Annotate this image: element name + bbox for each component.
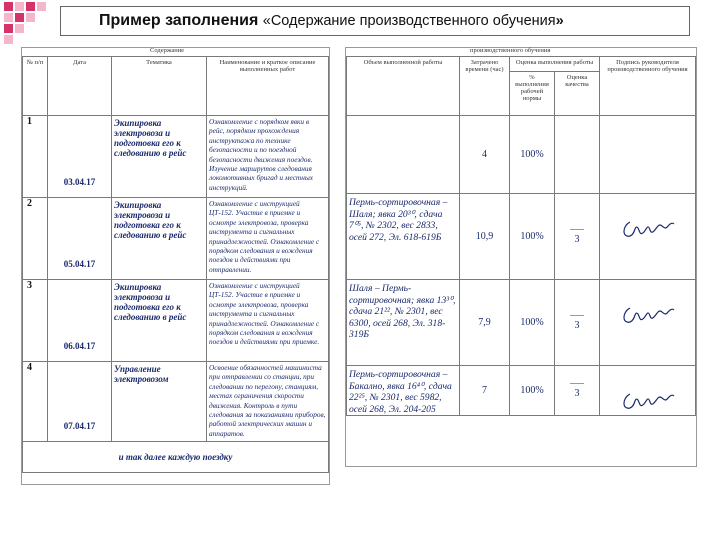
row-signature — [600, 366, 696, 416]
table-row — [23, 362, 329, 442]
table-row — [23, 280, 329, 362]
header-signature: Подпись руководителя производственного обучения — [600, 57, 696, 116]
table-row — [347, 116, 696, 194]
row-volume: Пермь-сортировочная – Бакално, явка 16⁴⁰, сдача 22²⁵, № 2301, вес 5982, осей 268, Эл. 204-205 — [347, 366, 460, 416]
header-date: Дата — [48, 57, 112, 116]
left-journal-table — [22, 56, 329, 473]
right-sheet-caption: производственного обучения — [470, 47, 551, 54]
header-description: Наименование и краткое описание выполненных работ — [207, 57, 329, 116]
row-quality: 3 — [555, 194, 600, 280]
title-quote-close: » — [555, 13, 564, 29]
signature-scribble — [620, 216, 676, 242]
table-row — [23, 198, 329, 280]
row-percent: 100% — [510, 194, 555, 280]
row-quality — [555, 116, 600, 194]
quality-dash — [570, 383, 584, 384]
row-number: 3 — [23, 280, 48, 362]
row-description: Ознакомление с порядком явки в рейс, порядком прохождения инструктажа по технике безопасности и по поездной безопасности движения поездов. Изучение маршрутов следования локомотивных бригад и местных инструкций. — [207, 116, 329, 198]
title-quote-open: « — [262, 13, 271, 29]
row-signature — [600, 194, 696, 280]
row-number: 4 — [23, 362, 48, 442]
row-percent: 100% — [510, 366, 555, 416]
header-evaluation: Оценка выполнения работы — [510, 57, 600, 72]
table-row — [347, 280, 696, 366]
row-date: 06.04.17 — [48, 280, 112, 362]
row-time: 10,9 — [460, 194, 510, 280]
header-percent: % выполнения рабочей нормы — [510, 72, 555, 116]
header-number: № п/п — [23, 57, 48, 116]
table-row — [347, 366, 696, 416]
right-journal-table — [346, 56, 696, 416]
logo-squares — [4, 2, 58, 42]
row-description: Освоение обязанностей машиниста при отправлении со станции, при следовании по перегону, станциям, местах ограничения скорости движения. Контроль в пути следования за показаниями приборов, работой электрических машин и аппаратов. — [207, 362, 329, 442]
signature-scribble — [620, 388, 676, 414]
row-topic: Экипировка электровоза и подготовка его к следованию в рейс — [112, 116, 207, 198]
row-date: 07.04.17 — [48, 362, 112, 442]
row-description: Ознакомление с инструкцией ЦТ-152. Участие в приемке и осмотре электровоза, проверка инструмента и сигнальных принадлежностей. Ознакомление с порядком следования и вождения поездов и действиями при приемке. — [207, 280, 329, 362]
left-journal-sheet — [21, 47, 330, 485]
row-volume — [347, 116, 460, 194]
row-percent: 100% — [510, 280, 555, 366]
footer-note: и так далее каждую поездку — [23, 442, 329, 473]
row-quality: 3 — [555, 366, 600, 416]
row-number: 1 — [23, 116, 48, 198]
row-topic: Экипировка электровоза и подготовка его к следованию в рейс — [112, 280, 207, 362]
page-title — [60, 6, 690, 36]
table-row — [23, 442, 329, 473]
row-time: 7,9 — [460, 280, 510, 366]
header-time: Затрачено времени (час) — [460, 57, 510, 116]
row-date: 03.04.17 — [48, 116, 112, 198]
row-volume: Пермь-сортировочная – Шаля; явка 20³⁰, сдача 7⁰⁵, № 2302, вес 2833, осей 272, Эл. 618-619Б — [347, 194, 460, 280]
row-signature — [600, 116, 696, 194]
header-volume: Объем выполненной работы — [347, 57, 460, 116]
table-row — [23, 116, 329, 198]
row-description: Ознакомление с инструкцией ЦТ-152. Участие в приемке и осмотре электровоза, проверка инструмента и сигнальных принадлежностей. Ознакомление с порядком следования и вождения поездов и действиями при отправлении. — [207, 198, 329, 280]
quality-dash — [570, 229, 584, 230]
row-percent: 100% — [510, 116, 555, 194]
row-volume: Шаля – Пермь-сортировочная; явка 13³⁰, сдача 21²², № 2301, вес 6300, осей 268, Эл. 318-319Б — [347, 280, 460, 366]
quality-dash — [570, 315, 584, 316]
table-row — [347, 194, 696, 280]
header-quality: Оценка качества — [555, 72, 600, 116]
row-topic: Экипировка электровоза и подготовка его к следованию в рейс — [112, 198, 207, 280]
left-sheet-caption: Содержание — [150, 47, 185, 54]
title-main: Пример заполнения — [99, 12, 263, 29]
row-number: 2 — [23, 198, 48, 280]
row-signature — [600, 280, 696, 366]
header-topic: Тематика — [112, 57, 207, 116]
signature-scribble — [620, 302, 676, 328]
right-journal-sheet — [345, 47, 697, 467]
row-quality: 3 — [555, 280, 600, 366]
row-time: 7 — [460, 366, 510, 416]
row-time: 4 — [460, 116, 510, 194]
title-subtitle: Содержание производственного обучения — [270, 13, 556, 29]
row-date: 05.04.17 — [48, 198, 112, 280]
row-topic: Управление электровозом — [112, 362, 207, 442]
